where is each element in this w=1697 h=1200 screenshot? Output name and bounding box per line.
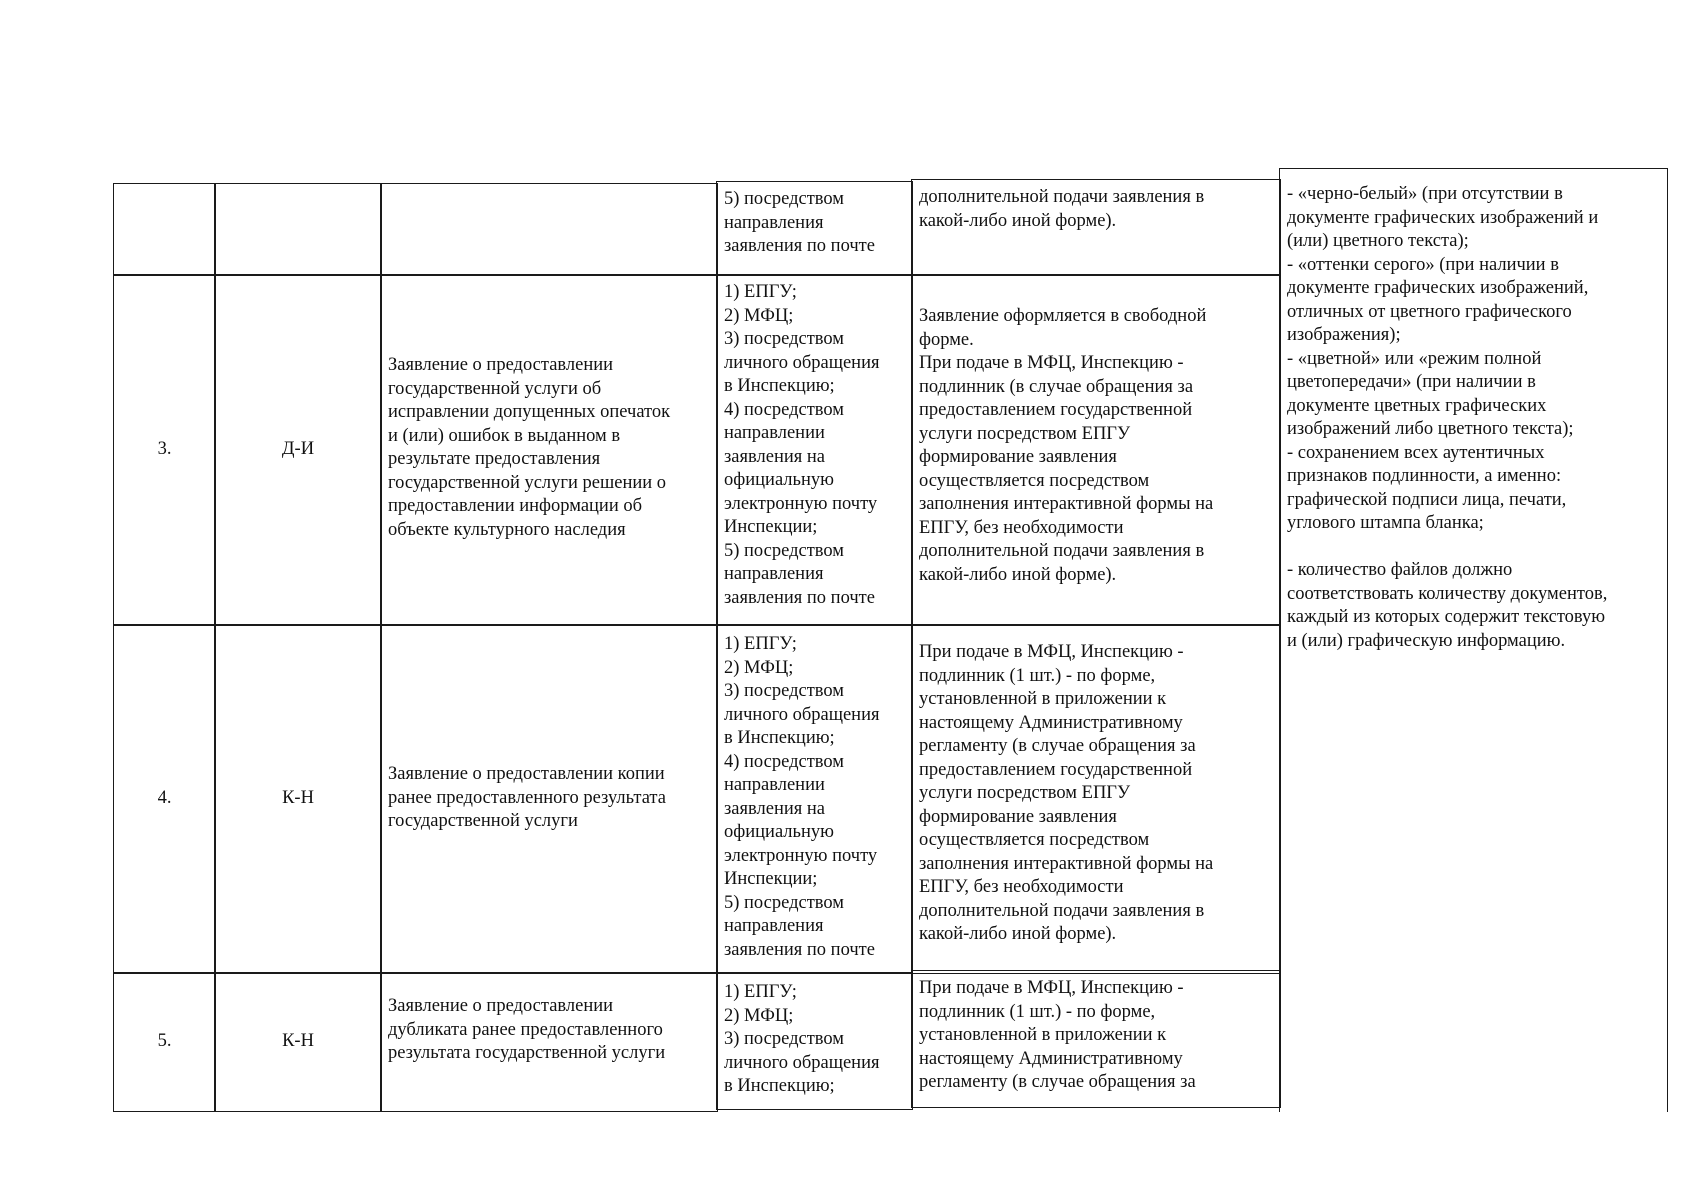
table-cell-methods [716, 274, 913, 626]
row-code: Д-И [281, 439, 315, 460]
document-name: Заявление о предоставлении дубликата ранее предоставленного результата государственной услуги [388, 996, 666, 1063]
table-cell-methods [716, 972, 913, 1110]
document-name: Заявление о предоставлении копии ранее предоставленного результата государственной услуги [388, 764, 666, 831]
row-number: 5. [157, 1031, 172, 1052]
table-cell-requirements [911, 970, 1281, 1108]
methods-text: 5) посредством направления заявления по почте [724, 189, 875, 256]
requirements-text: Заявление оформляется в свободной форме. При подаче в МФЦ, Инспекцию - подлинник (в случае обращения за предоставлением государственной услуги посредством ЕПГУ формирование заявления осуществляется посредством заполнения интерактивной формы на ЕПГУ, без необходимости дополнительной подачи заявления в какой-либо иной форме). [919, 306, 1214, 585]
table-cell-methods-cont [716, 181, 913, 276]
row-code: К-Н [282, 788, 314, 809]
row-number: 3. [157, 439, 172, 460]
methods-text: 1) ЕПГУ; 2) МФЦ; 3) посредством личного обращения в Инспекцию; 4) посредством направлении заявления на официальную электронную почту Инспекции; 5) посредством направления заявления по почте [724, 634, 880, 960]
table-cell-scan-requirements [1279, 168, 1668, 1112]
table-cell-code [214, 624, 382, 974]
document-name: Заявление о предоставлении государственной услуги об исправлении допущенных опечаток и (или) ошибок в выданном в результате предоставления государственной услуги решении о предоставлении информации об объекте культурного наследия [388, 355, 671, 540]
table-cell-name [380, 972, 718, 1112]
table-cell-name [380, 624, 718, 974]
methods-text: 1) ЕПГУ; 2) МФЦ; 3) посредством личного обращения в Инспекцию; 4) посредством направлении заявления на официальную электронную почту Инспекции; 5) посредством направления заявления по почте [724, 282, 880, 608]
table-cell-num-cont [113, 183, 216, 276]
requirements-text: При подаче в МФЦ, Инспекцию - подлинник (1 шт.) - по форме, установленной в приложении к настоящему Административному регламенту (в случае обращения за [919, 978, 1196, 1092]
table-cell-num [113, 274, 216, 626]
table-cell-requirements-cont [911, 179, 1281, 276]
row-number: 4. [157, 788, 172, 809]
requirements-text: При подаче в МФЦ, Инспекцию - подлинник (1 шт.) - по форме, установленной в приложении к настоящему Административному регламенту (в случае обращения за предоставлением государственной услуги посредством ЕПГУ формирование заявления осуществляется посредством заполнения интерактивной формы на ЕПГУ, без необходимости дополнительной подачи заявления в какой-либо иной форме). [919, 642, 1214, 944]
methods-text: 1) ЕПГУ; 2) МФЦ; 3) посредством личного обращения в Инспекцию; [724, 982, 880, 1096]
row-code: К-Н [282, 1031, 314, 1052]
table-cell-methods [716, 624, 913, 974]
table-cell-requirements [911, 274, 1281, 626]
table-cell-code-cont [214, 183, 382, 276]
table-cell-num [113, 624, 216, 974]
table-cell-name [380, 274, 718, 626]
scan-requirements-text: - «черно-белый» (при отсутствии в документе графических изображений и (или) цветного текста); - «оттенки серого» (при наличии в документе графических изображений, отличных от цветного графического изображения); - «цветной» или «режим полной цветопередачи» (при наличии в документе цветных графических изображений либо цветного текста); - сохранением всех аутентичных признаков подлинности, а именно: графической подписи лица, печати, углового штампа бланка; - количество файлов должно соответствовать количеству документов, каждый из которых содержит текстовую и (или) графическую информацию. [1287, 184, 1608, 651]
table-cell-name-cont [380, 183, 718, 276]
table-cell-code [214, 274, 382, 626]
table-cell-requirements [911, 624, 1281, 974]
table-cell-num [113, 972, 216, 1112]
requirements-text: дополнительной подачи заявления в какой-либо иной форме). [919, 187, 1205, 231]
table-cell-code [214, 972, 382, 1112]
